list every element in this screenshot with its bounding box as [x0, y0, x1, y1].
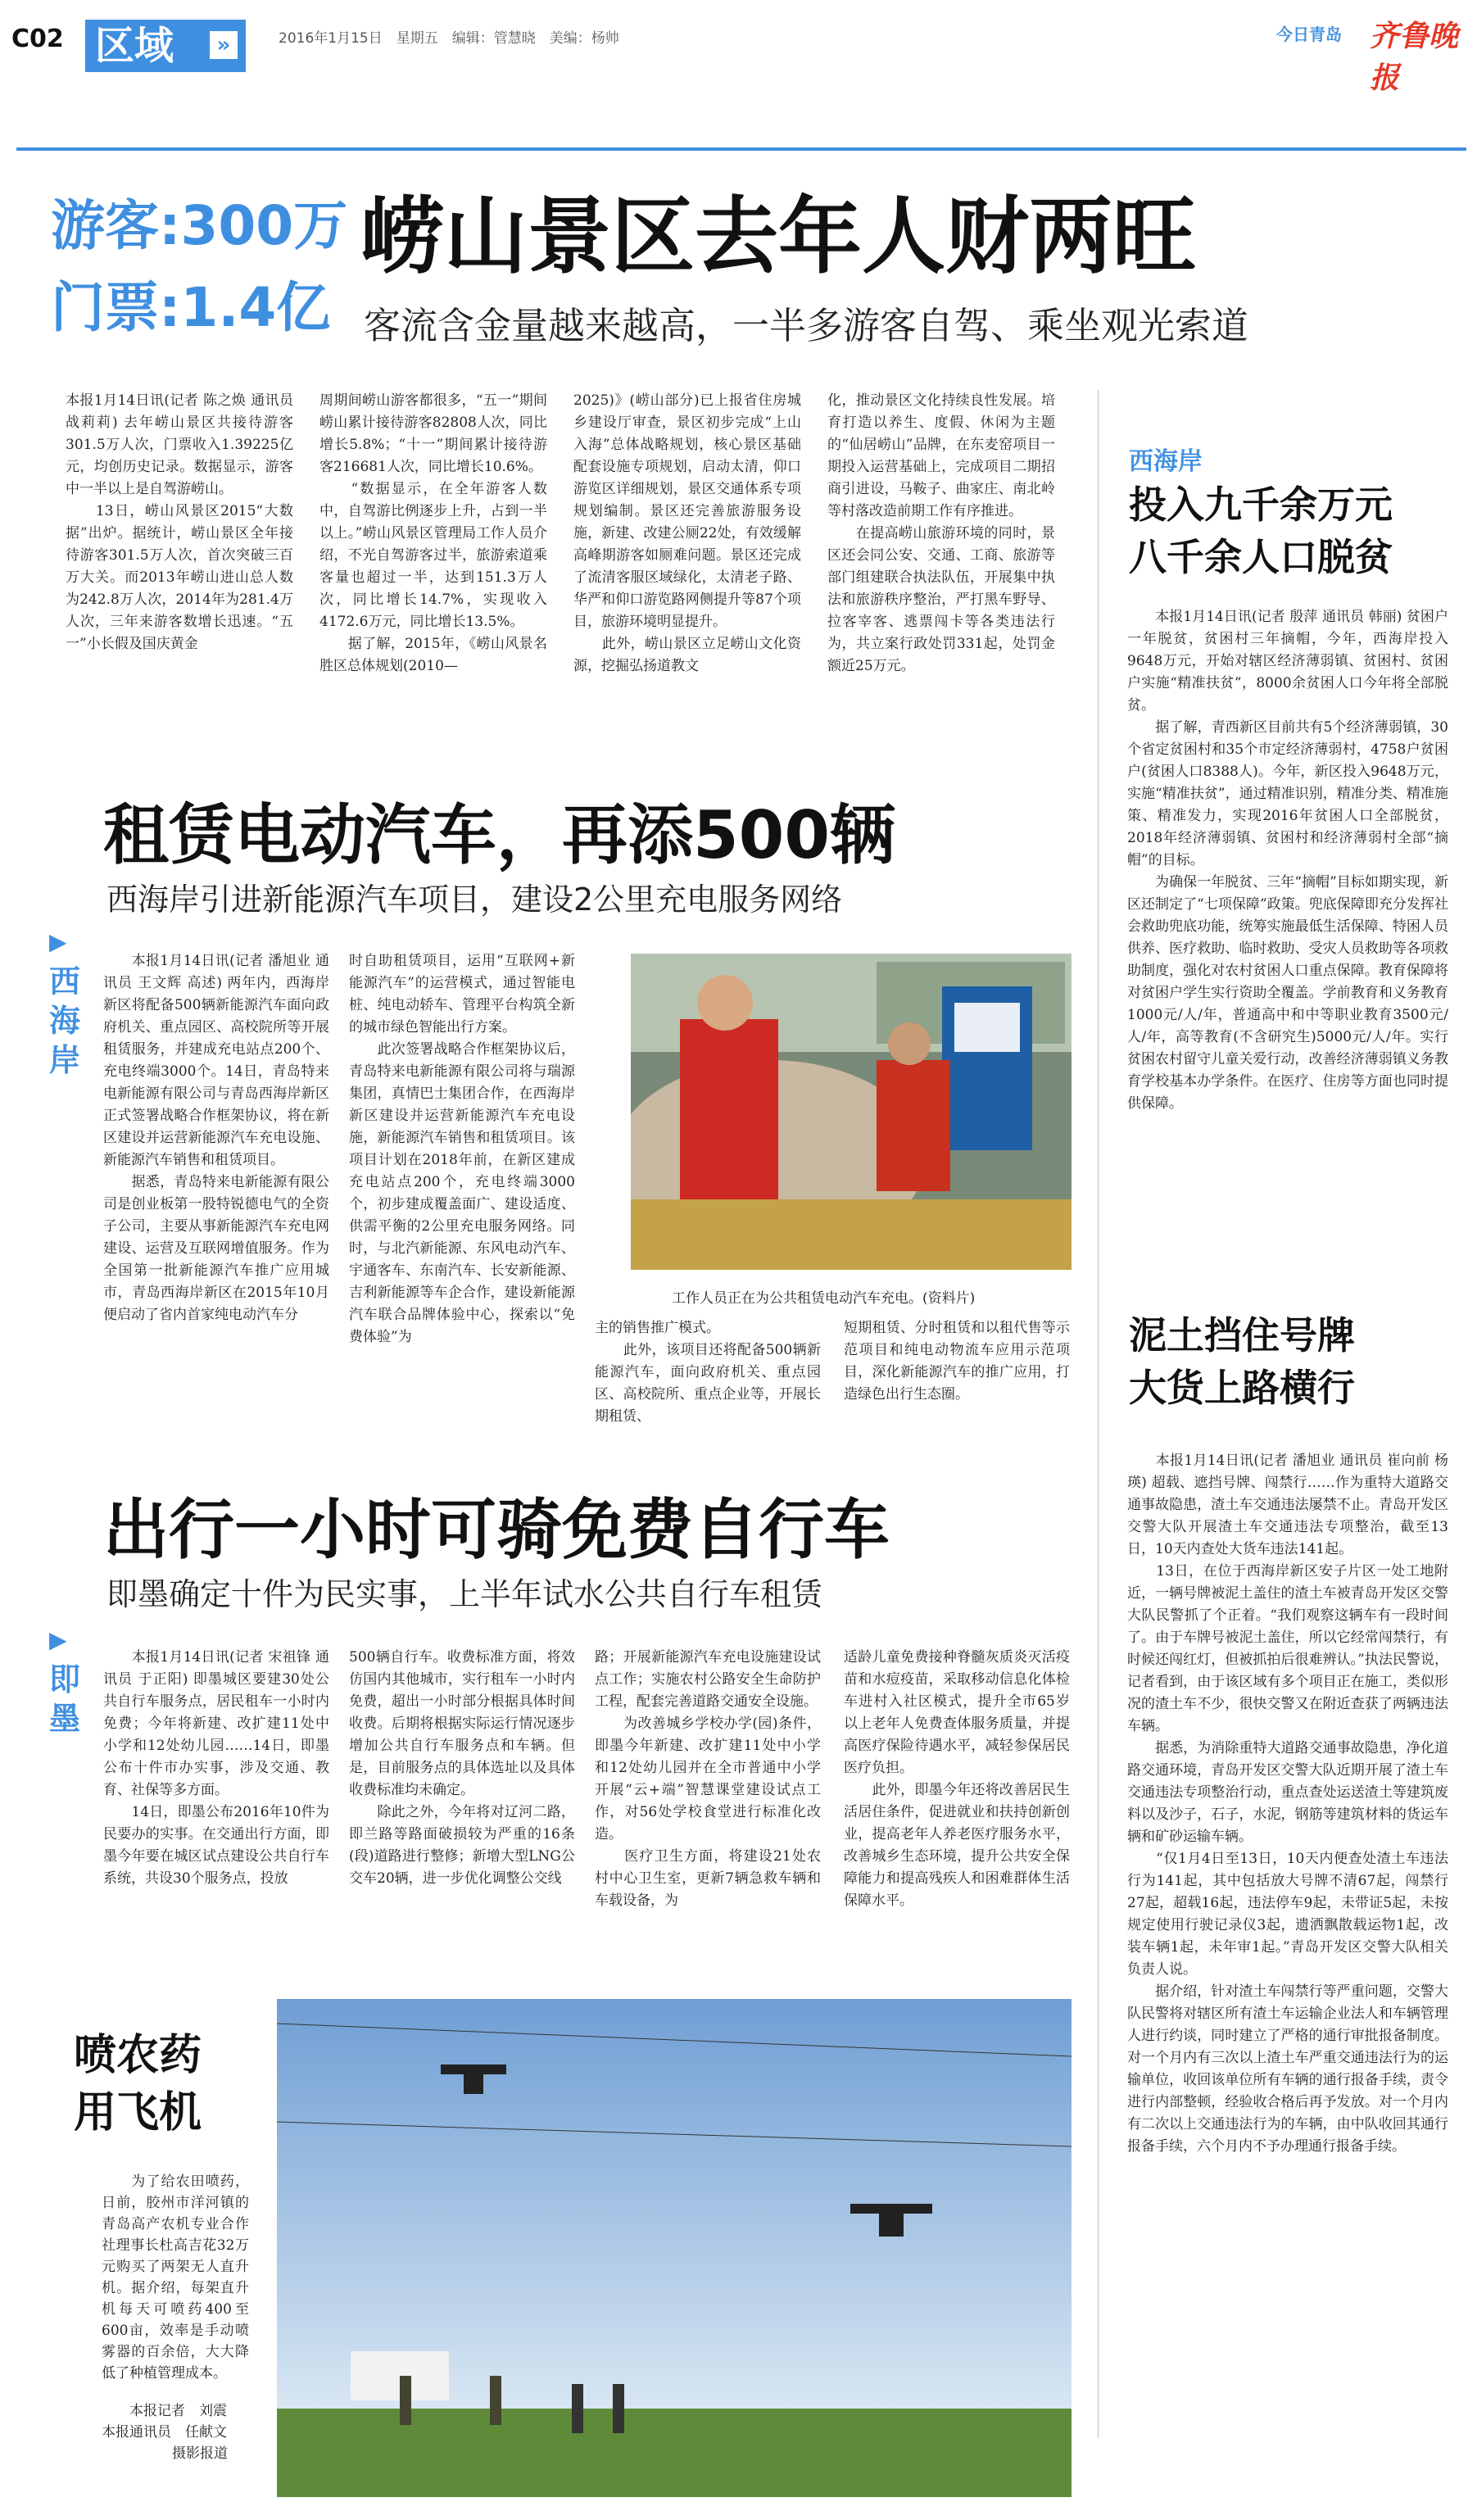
ev-headline: 租赁电动汽车，再添500辆: [103, 797, 895, 873]
poverty-headline-2: 八千余人口脱贫: [1129, 535, 1393, 579]
lead-body-col1: 本报1月14日讯(记者 陈之焕 通讯员 战莉莉) 去年崂山景区共接待游客301.5万人次，门票收入1.39225亿元，均创历史记录。数据显示，游客中一半以上是自驾游崂山。 13日，崂山风景区2015“大数据”出炉。据统计，崂山景区全年接待游客301.5万人次，首次突破三百万大关。而2013年崂山进山总人数为242.8万人次，2014年为281.4万人次，三年来游客数增长迅速。“五一”小长假及国庆黄金: [66, 392, 293, 652]
page-number: C02: [11, 25, 64, 53]
lead-headline: 崂山景区去年人财两旺: [360, 188, 1196, 286]
drone-headline-1: 喷农药: [74, 2031, 202, 2080]
triangle-right-icon: ▶: [49, 1626, 67, 1653]
lead-subtitle: 客流含金量越来越高，一半多游客自驾、乘坐观光索道: [364, 304, 1249, 347]
ev-charging-illustration: [631, 954, 1072, 1270]
double-chevron-right-icon: »: [210, 31, 238, 59]
ev-photo-caption: 工作人员正在为公共租赁电动汽车充电。(资料片): [672, 1290, 976, 1307]
edition-label: 今日青岛: [1276, 25, 1342, 44]
poverty-body: 本报1月14日讯(记者 殷萍 通讯员 韩丽) 贫困户一年脱贫，贫困村三年摘帽，今年，西海岸投入9648万元，开始对辖区经济薄弱镇、贫困村、贫困户实施“精准扶贫”，8000余贫困人口今年将全部脱贫。 据了解，青西新区目前共有5个经济薄弱镇，30个省定贫困村和35个市定经济薄弱村，4758户贫困户(贫困人口8388人)。今年，新区投入9648万元，实施“精准扶贫”，通过精准识别，精准分类、精准施策、精准发力，实现2016年贫困人口全部脱贫，2018年经济薄弱镇、贫困村和经济薄弱村全部“摘帽”的目标。 为确保一年脱贫、三年“摘帽”目标如期实现，新区还制定了“七项保障”政策。兜底保障即充分发挥社会救助兜底功能，统筹实施最低生活保障、特困人员供养、医疗救助、临时救助、受灾人员救助等各项救助制度，强化对农村贫困人口重点保障。教育保障将对贫困户学生实行资助全覆盖。学前教育和义务教育1000元/人/年，普通高中和中等职业教育3500元/人/年，高等教育(不含研究生)5000元/人/年。实行贫困农村留守儿童关爱行动，改善经济薄弱镇义务教育学校基本办学条件。在医疗、住房等方面也同时提供保障。: [1127, 609, 1448, 1112]
section-label: [85, 20, 246, 72]
drone-caption-body: 为了给农田喷药，日前，胶州市洋河镇的青岛高产农机专业合作社理事长杜高吉花32万元购买了两架无人直升机。据介绍，每架直升机每天可喷药400至600亩，效率是手动喷雾器的百余倍，大大降低了种植管理成本。: [102, 2173, 249, 2382]
bike-region-label: 即墨: [49, 1661, 81, 1737]
header-rule: [16, 147, 1466, 151]
lead-kicker-visitors: 游客:300万: [51, 194, 348, 257]
slag-headline-2: 大货上路横行: [1129, 1366, 1355, 1410]
slag-body: 本报1月14日讯(记者 潘旭业 通讯员 崔向前 杨瑛) 超载、遮挡号牌、闯禁行……作为重特大道路交通事故隐患，渣土车交通违法屡禁不止。青岛开发区交警大队开展渣土车交通违法专项整治，截至13日，10天内查处大货车违法141起。 13日，在位于西海岸新区安子片区一处工地附近，一辆号牌被泥土盖住的渣土车被青岛开发区交警大队民警抓了个正着。“我们观察这辆车有一段时间了。由于车牌号被泥土盖住，所以它经常闯禁行，有时候还闯红灯，但被抓拍后很难辨认。”执法民警说，记者看到，由于该区域有多个项目正在施工，类似形况的渣土车不少，很快交警又在附近查获了两辆违法车辆。 据悉，为消除重特大道路交通事故隐患，净化道路交通环境，青岛开发区交警大队近期开展了渣土车交通违法专项整治行动，重点查处运送渣土等建筑废料以及沙子，石子，水泥，钢筋等建筑材料的货运车辆和矿砂运输车辆。 “仅1月4日至13日，10天内便查处渣土车违法行为141起，其中包括放大号牌不清67起，闯禁行27起，超载16起，违法停车9起，未带证5起，未按规定使用行驶记录仪3起，遗洒飘散载运物1起，改装车辆1起，未年审1起。”青岛开发区交警大队相关负责人说。 据介绍，针对渣土车闯禁行等严重问题，交警大队民警将对辖区所有渣土车运输企业法人和车辆管理人进行约谈，同时建立了严格的通行审批报备制度。对一个月内有三次以上渣土车严重交通违法行为的运输单位，收回该单位所有车辆的通行报备手续，责令进行内部整顿，经验收合格后再予发放。对一个月内有二次以上交通违法行为的车辆，由中队收回其通行报备手续，六个月内不予办理通行报备手续。: [1127, 1453, 1448, 2155]
drone-headline-2: 用飞机: [74, 2088, 202, 2137]
drone-field-photo: [277, 1999, 1072, 2497]
poverty-tag: 西海岸: [1129, 447, 1203, 476]
drone-field-illustration: [277, 1999, 1072, 2497]
bike-body-col1: 本报1月14日讯(记者 宋祖锋 通讯员 于正阳) 即墨城区要建30处公共自行车服务点，居民租车一小时内免费；今年将新建、改扩建11处中小学和12处幼儿园……14日，即墨公布十件市办实事，涉及交通、教育、社保等多方面。 14日，即墨公布2016年10件为民要办的实事。在交通出行方面，即墨今年要在城区试点建设公共自行车系统，共设30个服务点，投放: [103, 1649, 329, 1887]
bike-body-col3: 路；开展新能源汽车充电设施建设试点工作；实施农村公路安全生命防护工程，配套完善道路交通安全设施。 为改善城乡学校办学(园)条件，即墨今年新建、改扩建11处中小学和12处幼儿园并在全市普通中小学开展“云+端”智慧课堂建设试点工作，对56处学校食堂进行标准化改造。 医疗卫生方面，将建设21处农村中心卫生室，更新7辆急救车辆和车载设备，为: [595, 1649, 821, 1909]
ev-body-col3: 主的销售推广模式。 此外，该项目还将配备500辆新能源汽车，面向政府机关、重点园区、高校院所、重点企业等，开展长期租赁、: [595, 1320, 821, 1425]
bike-body-col2: 500辆自行车。收费标准方面，将效仿国内其他城市，实行租车一小时内免费，超出一小时部分根据具体时间收费。后期将根据实际运行情况逐步增加公共自行车服务点和车辆。但是，目前服务点的具体选址以及具体收费标准均未确定。 除此之外，今年将对辽河二路，即兰路等路面破损较为严重的16条(段)道路进行整修；新增大型LNG公交车20辆，进一步优化调整公交线: [349, 1649, 575, 1887]
drone-credit-reporter: 本报记者 刘震: [102, 2403, 227, 2419]
bike-side-tab: [49, 1620, 88, 1738]
ev-charging-photo: [631, 954, 1072, 1270]
lead-body-col4: 化，推动景区文化持续良性发展。培育打造以养生、度假、休闲为主题的“仙居崂山”品牌，在东麦窑项目一期投入运营基础上，完成项目二期招商引进设，马鞍子、曲家庄、南北岭等村落改造前期工作有序推进。 在提高崂山旅游环境的同时，景区还会同公安、交通、工商、旅游等部门组建联合执法队伍，开展集中执法和旅游秩序整治，严打黑车野导、拉客宰客、逃票闯卡等各类违法行为，共立案行政处罚331起，处罚金额近25万元。: [827, 392, 1055, 674]
lead-body-col3: 2025)》(崂山部分)已上报省住房城乡建设厅审查，景区初步完成“上山入海”总体战略规划，核心景区基础配套设施专项规划，启动太清，仰口游览区详细规划，景区交通体系专项规划编制。景区还完善旅游服务设施，新建、改建公厕22处，有效缓解高峰期游客如厕难问题。景区还完成了流清客服区域绿化，太清老子路、华严和仰口游览路网侧提升等87个项目，旅游环境明显提升。 此外，崂山景区立足崂山文化资源，挖掘弘扬道教文: [573, 392, 801, 674]
slag-headline-1: 泥土挡住号牌: [1129, 1313, 1355, 1357]
triangle-right-icon: ▶: [49, 928, 67, 955]
ev-body-col4: 短期租赁、分时租赁和以租代售等示范项目和纯电动物流车应用示范项目，深化新能源汽车的推广应用，打造绿色出行生态圈。: [844, 1320, 1070, 1403]
page-header: [0, 0, 1477, 95]
issue-meta: 2016年1月15日 星期五 编辑：管慧晓 美编：杨帅: [279, 30, 619, 47]
masthead-logo: 齐鲁晚报: [1370, 20, 1459, 95]
drone-credit-correspondent: 本报通讯员 任献文: [102, 2424, 227, 2441]
bike-body-col4: 适龄儿童免费接种脊髓灰质炎灭活疫苗和水痘疫苗，采取移动信息化体检车进村入社区模式，提升全市65岁以上老年人免费查体服务质量，并提高医疗保险待遇水平，减轻参保居民医疗负担。 此外，即墨今年还将改善居民生活居住条件，促进就业和扶持创新创业，提高老年人养老医疗服务水平，改善城乡生态环境，提升公共安全保障能力和提高残疾人和困难群体生活保障水平。: [844, 1649, 1070, 1909]
drone-credit-label: 摄影报道: [172, 2445, 228, 2462]
ev-subtitle: 西海岸引进新能源汽车项目，建设2公里充电服务网络: [106, 882, 843, 918]
bike-headline: 出行一小时可骑免费自行车: [103, 1492, 890, 1568]
ev-body-col2: 时自助租赁项目，运用“互联网+新能源汽车”的运营模式，通过智能电桩、纯电动轿车、管理平台构筑全新的城市绿色智能出行方案。 此次签署战略合作框架协议后，青岛特来电新能源有限公司将与瑞源集团，真情巴士集团合作，在西海岸新区建设并运营新能源汽车充电设施，新能源汽车销售和租赁项目。该项目计划在2018年前，在新区建成充电站点200个，充电终端3000个，初步建成覆盖面广、建设适度、供需平衡的2公里充电服务网络。同时，与北汽新能源、东风电动汽车、宇通客车、东南汽车、长安新能源、吉利新能源等车企合作，建设新能源汽车联合品牌体验中心，探索以“免费体验”为: [349, 953, 575, 1345]
bike-subtitle: 即墨确定十件为民实事，上半年试水公共自行车租赁: [106, 1576, 823, 1612]
ev-region-label: 西海岸: [49, 963, 81, 1078]
lead-kicker-tickets: 门票:1.4亿: [51, 276, 331, 339]
section-name: 区域: [95, 23, 174, 69]
lead-body-col2: 周期间崂山游客都很多，“五一”期间崂山累计接待游客82808人次，同比增长5.8%；“十一”期间累计接待游客216681人次，同比增长10.6%。 “数据显示，在全年游客人数中，自驾游比例逐步上升，占到一半以上。”崂山风景区管理局工作人员介绍，不光自驾游客过半，旅游索道乘客量也超过一半，达到151.3万人次，同比增长14.7%，实现收入4172.6万元，同比增长13.5%。 据了解，2015年，《崂山风景名胜区总体规划(2010—: [319, 392, 547, 674]
ev-body-col1: 本报1月14日讯(记者 潘旭业 通讯员 王文辉 高述) 两年内，西海岸新区将配备500辆新能源汽车面向政府机关、重点园区、高校院所等开展租赁服务，并建成充电站点200个、充电终端3000个。14日，青岛特来电新能源有限公司与青岛西海岸新区正式签署战略合作框架协议，将在新区建设并运营新能源汽车充电设施、新能源汽车销售和租赁项目。 据悉，青岛特来电新能源有限公司是创业板第一股特锐德电气的全资子公司，主要从事新能源汽车充电网建设、运营及互联网增值服务。作为全国第一批新能源汽车推广应用城市，青岛西海岸新区在2015年10月便启动了省内首家纯电动汽车分: [103, 953, 329, 1323]
ev-side-tab: [49, 922, 88, 1080]
column-divider: [1098, 390, 1099, 2438]
poverty-headline-1: 投入九千余万元: [1129, 483, 1393, 527]
